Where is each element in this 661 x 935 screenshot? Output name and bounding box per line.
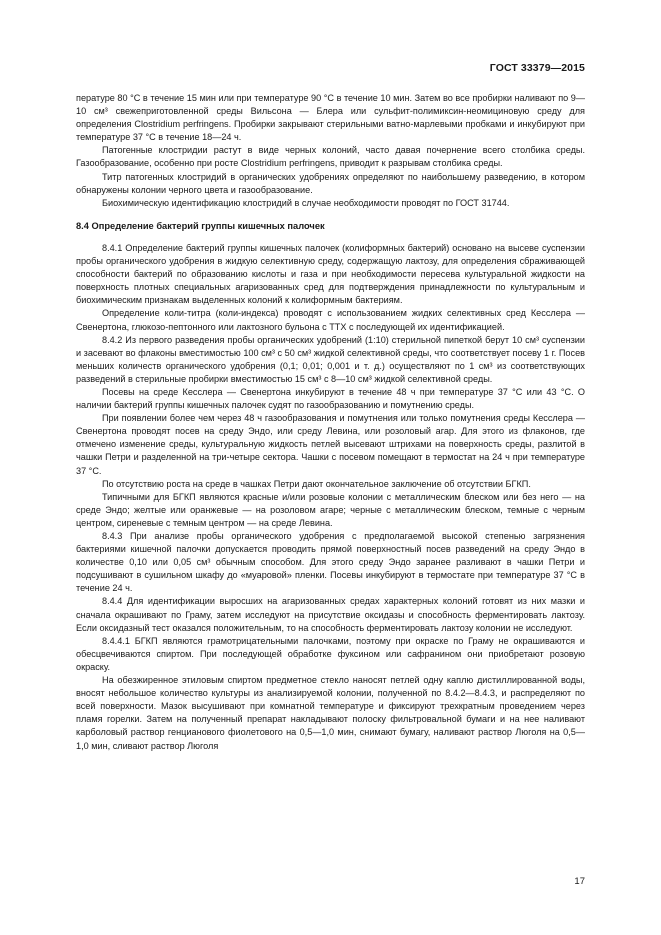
paragraph: Посевы на среде Кесслера — Свенертона инкубируют в течение 48 ч при температуре 37 °С или 43 °С. О наличии бактерий группы кишечных палочек судят по газообразованию и помутнению среды. xyxy=(76,386,585,411)
document-code: ГОСТ 33379—2015 xyxy=(489,62,585,74)
paragraph: 8.4.4 Для идентификации выросших на агаризованных средах характерных колоний готовят из них мазки и сначала окрашивают по Граму, затем исследуют на присутствие оксидазы и способность ферментировать лактозу. Если оксидазный тест оказался положительным, то на способность ферментировать лактозу колонии не исследуют. xyxy=(76,596,585,633)
paragraph: На обезжиренное этиловым спиртом предметное стекло наносят петлей одну каплю дистиллированной воды, вносят небольшое количество культуры из анализируемой колонии, полученной по 8.4.2—8.4.3, и распределяют по всей поверхности. Мазок высушивают при комнатной температуре и фиксируют трехкратным проведением через пламя горелки. Затем на полученный препарат накладывают полоску фильтровальной бумаги и на нее наливают карболовый раствор генцианового фиолетового на 0,5—1,0 мин, снимают бумагу, наливают раствор Люголя на 0,5—1,0 мин, сливают раствор Люголя xyxy=(76,675,585,751)
paragraph: 8.4.2 Из первого разведения пробы органических удобрений (1:10) стерильной пипеткой берут 10 см³ суспензии и засевают во флаконы вместимостью 100 см³ с 50 см³ жидкой селективной среды, что соответствует посеву 1 г. Посев меньших количеств органического удобрения (0,1; 0,01; 0,001 и т. д.) осуществляют по 1 см³ из соответствующих разведений в стерильные пробирки вместимостью 15 см³ с 8—10 см³ жидкой селективной среды. xyxy=(76,334,585,384)
page-number: 17 xyxy=(574,876,585,887)
paragraph: Титр патогенных клостридий в органических удобрениях определяют по наибольшему разведению, в котором обнаружены колонии черного цвета и газообразование. xyxy=(76,171,585,195)
paragraph: По отсутствию роста на среде в чашках Петри дают окончательное заключение об отсутствии БГКП. xyxy=(102,478,531,489)
section-title xyxy=(76,220,585,233)
paragraph: 8.4.3 При анализе пробы органического удобрения с предполагаемой высокой степенью загрязнения бактериями кишечной палочки допускается проводить прямой поверхностный посев разведений на среду Эндо в количестве 0,10 или 0,05 см³ обычным способом. Для этого среду Эндо заранее разливают в чашки Петри и подсушивают в сушильном шкафу до «муаровой» пленки. Посевы инкубируют в термостате при температуре 37 °С в течение 24 ч. xyxy=(76,531,585,594)
paragraph: 8.4.4.1 БГКП являются грамотрицательными палочками, поэтому при окраске по Граму не окрашиваются и обесцвечиваются спиртом. При последующей обработке фуксином или сафранином они приобретают розовую окраску. xyxy=(76,635,585,672)
paragraph: При появлении более чем через 48 ч газообразования и помутнения или только помутнения среды Кесслера — Свенертона проводят посев на среду Эндо, или среду Левина, или розоловый агар. Для этого из флаконов, где отмечено изменение среды, культуральную жидкость петлей высевают штрихами на поверхность среды, разлитой в чашки Петри и разделенной на три-четыре сектора. Чашки с посевом помещают в термостат на 24 ч при температуре 37 °С. xyxy=(76,413,585,476)
paragraph: Типичными для БГКП являются красные и/или розовые колонии с металлическим блеском или без него — на среде Эндо; желтые или оранжевые — на розоловом агаре; черные с металлическим блеском, темные с черным центром, сиреневые с темным центром — на среде Левина. xyxy=(76,491,585,528)
paragraph: Патогенные клостридии растут в виде черных колоний, часто давая почернение всего столбика среды. Газообразование, особенно при росте Clostridium perfringens, приводит к разрывам столбика среды. xyxy=(76,145,585,169)
paragraph: пературе 80 °С в течение 15 мин или при температуре 90 °С в течение 10 мин. Затем во все пробирки наливают по 9—10 см³ свежеприготовленной среды Вильсона — Блера или сульфит-полимиксин-неомициновую среду для определения Clostridium perfringens. Пробирки закрывают стерильными ватно-марлевыми пробками и инкубируют при температуре 37 °С в течение 18—24 ч. xyxy=(76,93,585,143)
body-text xyxy=(76,92,585,753)
paragraph: Биохимическую идентификацию клостридий в случае необходимости проводят по ГОСТ 31744. xyxy=(102,197,510,208)
section-title-text: 8.4 Определение бактерий группы кишечных палочек xyxy=(76,220,325,231)
paragraph: Определение коли-титра (коли-индекса) проводят с использованием жидких селективных сред Кесслера — Свенертона, глюкозо-пептонного или лактозного бульона с ТТХ с последующей их идентификацией. xyxy=(76,308,585,332)
paragraph: 8.4.1 Определение бактерий группы кишечных палочек (колиформных бактерий) основано на высеве суспензии пробы органического удобрения в жидкую селективную среду, содержащую лактозу, для определения сбраживающей способности бактерий по образованию кислоты и газа и при необходимости пересева культуральной жидкости на поверхность плотных специальных агаризованных сред для подтверждения принадлежности по культуральным и биохимическим признакам выделенных колоний к колиформным бактериям. xyxy=(76,242,585,306)
